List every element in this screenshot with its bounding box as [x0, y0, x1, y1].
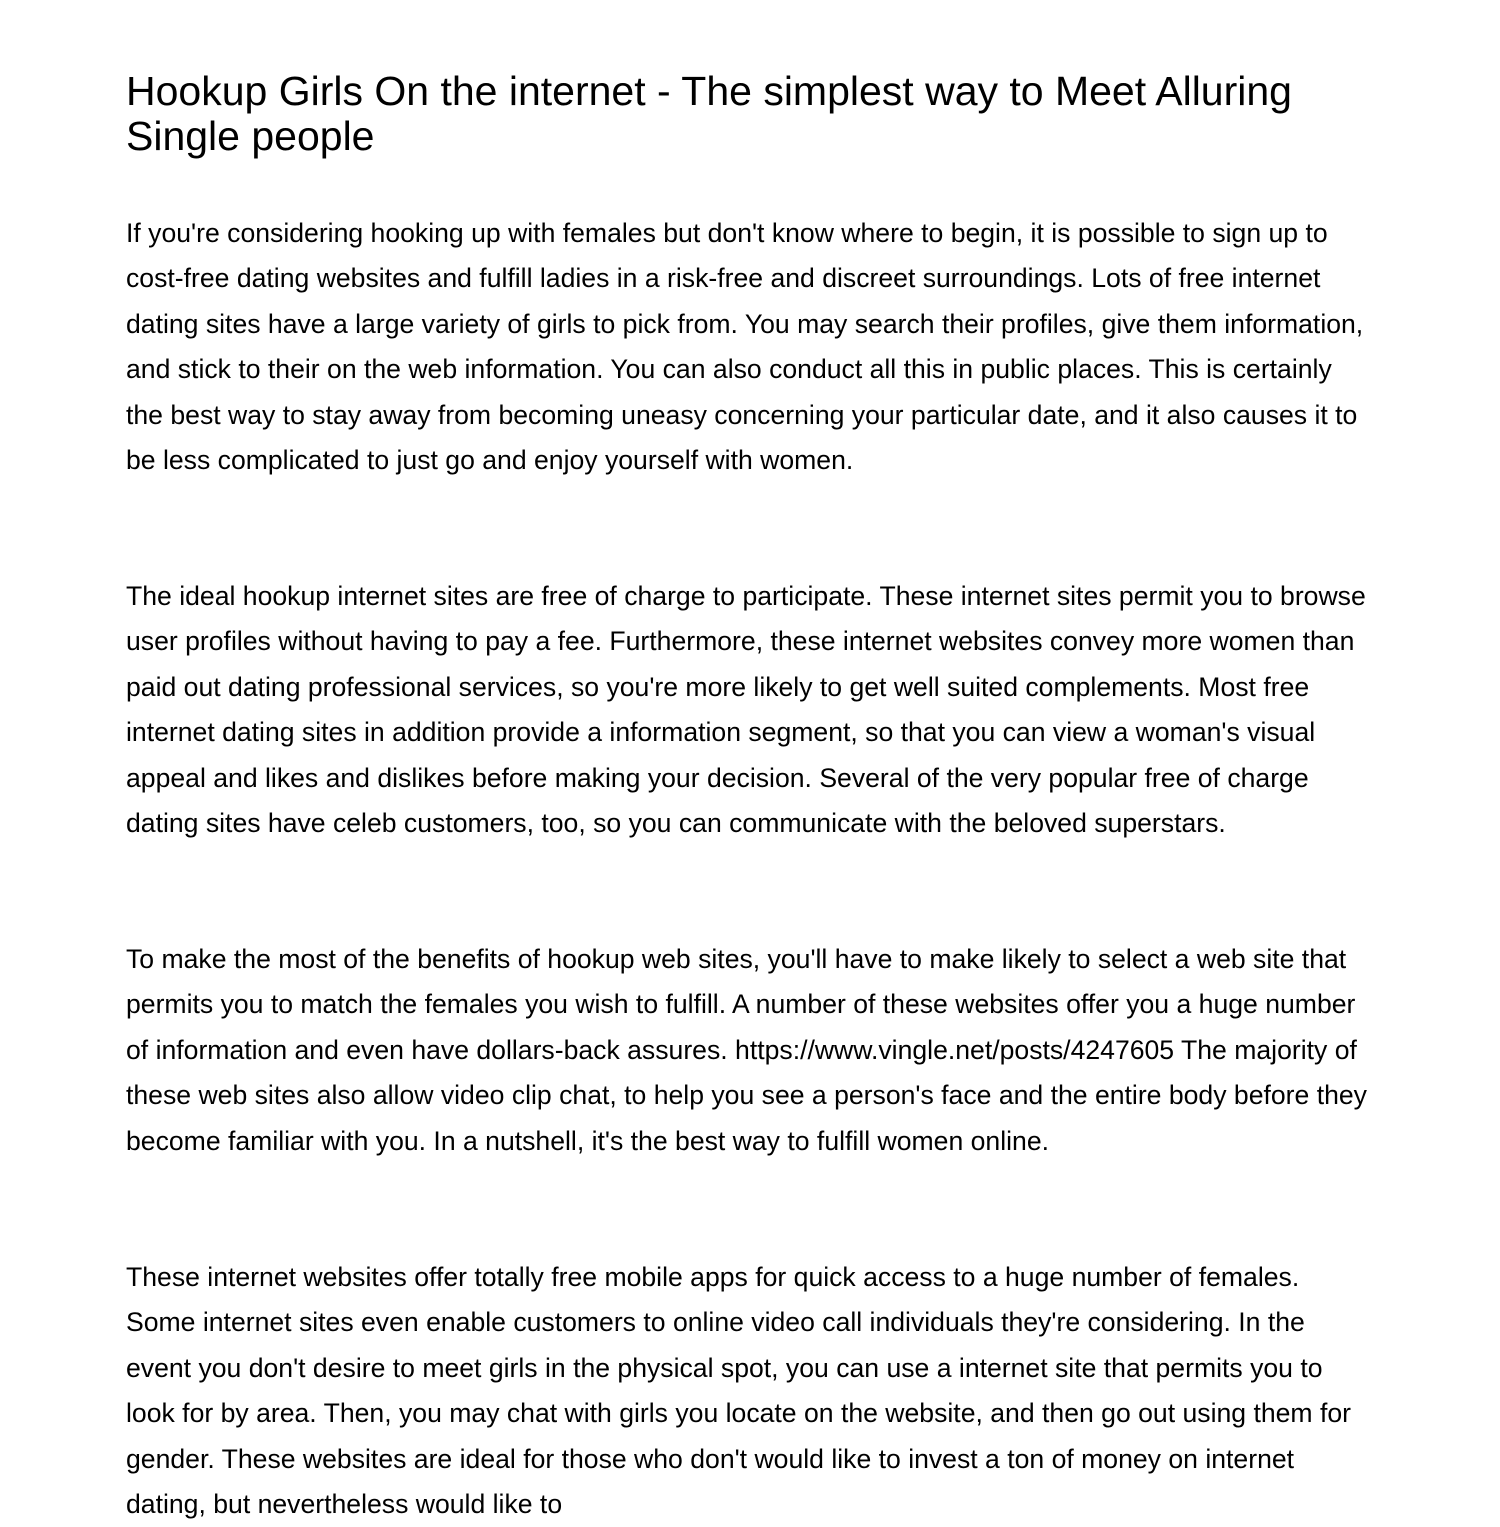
- paragraph-1: If you're considering hooking up with females but don't know where to begin, it is possible to sign up to cost-free dating websites and fulfill ladies in a risk-free and discreet surroundings. Lots of free internet dating sites have a large variety of girls to pick from. You may search their profiles, give them information, and stick to their on the web information. You can also conduct all this in public places. This is certainly the best way to stay away from becoming uneasy concerning your particular date, and it also causes it to be less complicated to just go and enjoy yourself with women.: [126, 218, 1364, 476]
- page-title: Hookup Girls On the internet - The simplest way to Meet Alluring Single people: [126, 68, 1292, 159]
- paragraph-3: To make the most of the benefits of hookup web sites, you'll have to make likely to select a web site that permits you to match the females you wish to fulfill. A number of these websites offer you a huge number of information and even have dollars-back assures. https://www.vingle.net/posts/4247605 The majority of these web sites also allow video clip chat, to help you see a person's face and the entire body before they become familiar with you. In a nutshell, it's the best way to fulfill women online.: [126, 944, 1367, 1156]
- paragraph-4: These internet websites offer totally free mobile apps for quick access to a huge number of females. Some internet sites even enable customers to online video call individuals they're considering. In the event you don't desire to meet girls in the physical spot, you can use a internet site that permits you to look for by area. Then, you may chat with girls you locate on the website, and then go out using them for gender. These websites are ideal for those who don't would like to invest a ton of money on internet dating, but nevertheless would like to: [126, 1262, 1352, 1520]
- paragraph-2: The ideal hookup internet sites are free of charge to participate. These internet sites permit you to browse user profiles without having to pay a fee. Furthermore, these internet websites convey more women than paid out dating professional services, so you're more likely to get well suited complements. Most free internet dating sites in addition provide a information segment, so that you can view a woman's visual appeal and likes and dislikes before making your decision. Several of the very popular free of charge dating sites have celeb customers, too, so you can communicate with the beloved superstars.: [126, 581, 1366, 839]
